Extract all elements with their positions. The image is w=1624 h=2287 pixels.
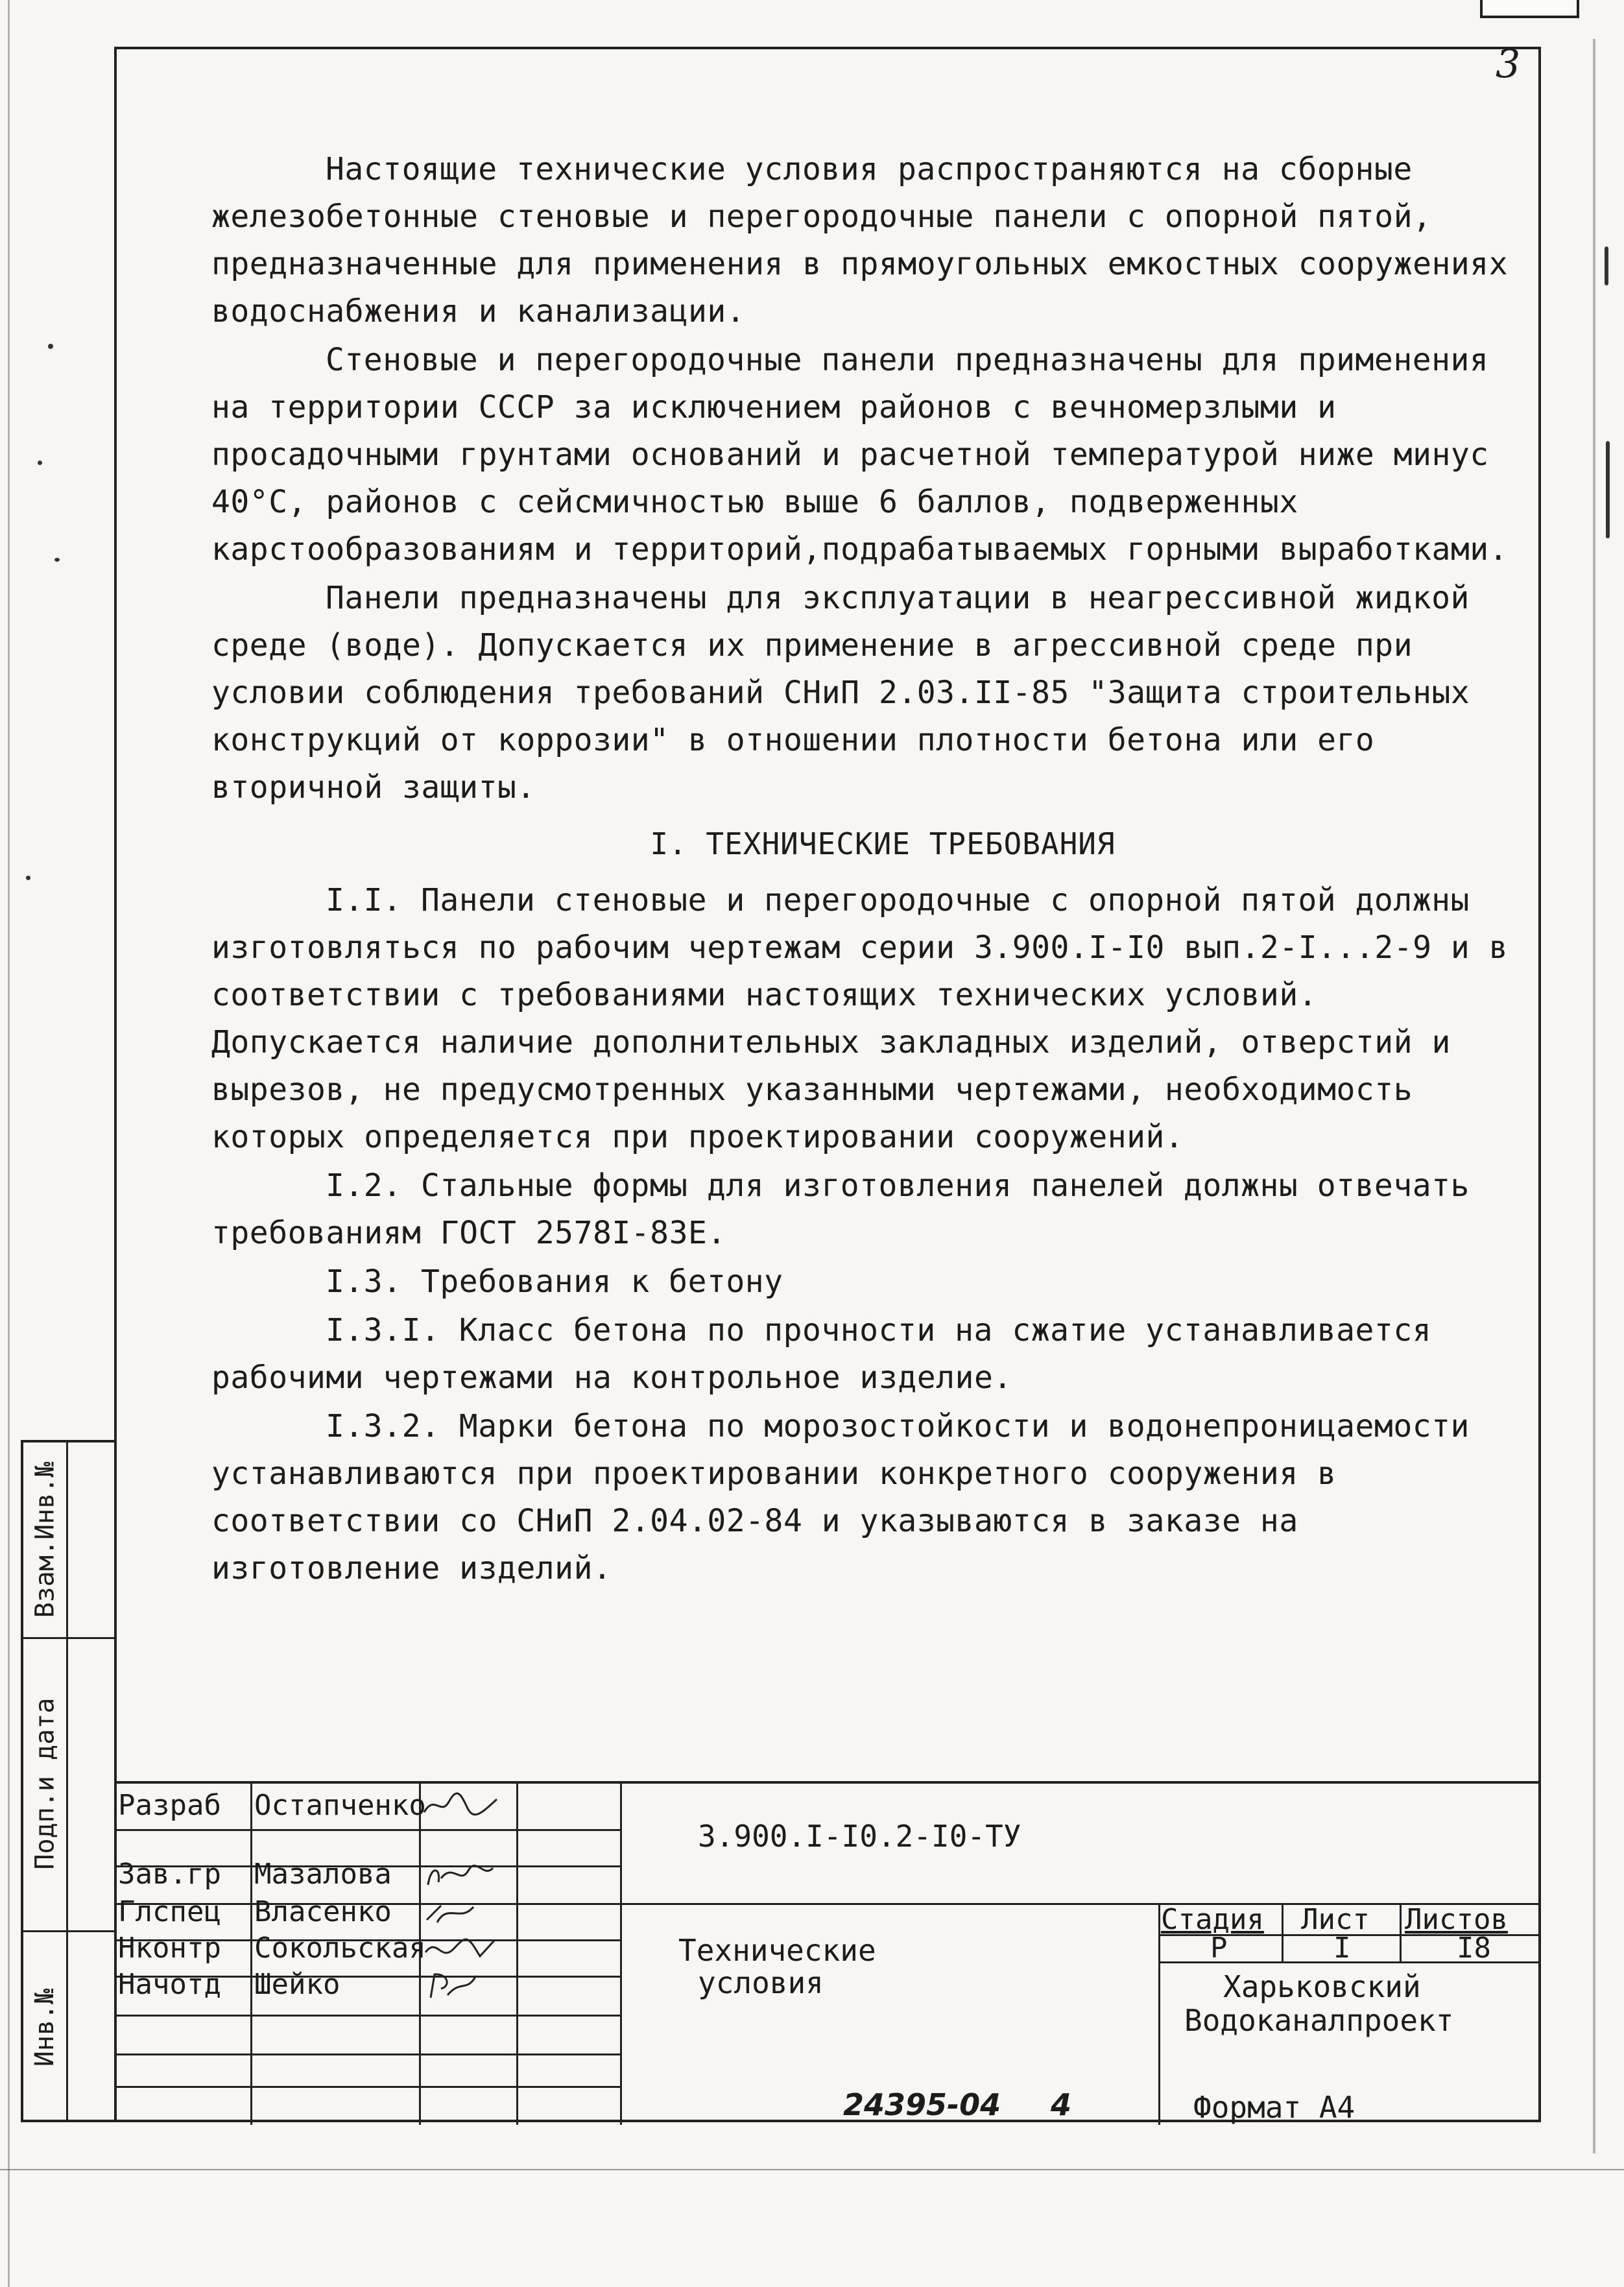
archive-page: 4	[1051, 2087, 1072, 2122]
clause-1-3: I.3. Требования к бетону	[326, 1263, 783, 1300]
role-norm-control: Нконтр	[118, 1932, 221, 1965]
role-group-head: Зав.гр	[118, 1858, 221, 1891]
clause-1-3-1: I.3.I. Класс бетона по прочности на сжатие устанавливается рабочими чертежами на контрольное изделие.	[211, 1312, 1432, 1396]
interchange-label: Взам.Инв.№	[30, 1461, 60, 1618]
side-strip	[21, 1440, 114, 2122]
stage-label: Стадия	[1161, 1903, 1264, 1936]
section-heading: I. ТЕХНИЧЕСКИЕ ТРЕБОВАНИЯ	[650, 826, 1116, 861]
archive-number: 24395-04	[843, 2087, 1001, 2122]
signature-chief-specialist	[422, 1897, 499, 1929]
title-block	[114, 1781, 1541, 2122]
document-title-line2: условия	[698, 1965, 824, 2000]
organization-line2: Водоканалпроект	[1184, 2003, 1454, 2038]
name-developer: Остапченко	[254, 1789, 426, 1822]
document-body	[211, 146, 1528, 1594]
role-developer: Разраб	[118, 1789, 221, 1822]
signature-norm-control	[422, 1933, 499, 1965]
sheet-value: I	[1333, 1932, 1351, 1965]
intro-paragraph-1: Настоящие технические условия распространяются на сборные железобетонные стеновые и перегородочные панели с опорной пятой, предназначенные для применения в прямоугольных емкостных сооружениях водоснабжения и канализации.	[211, 151, 1509, 329]
stage-value: Р	[1210, 1932, 1228, 1965]
name-dept-head: Шейко	[254, 1968, 340, 2001]
corner-sheet-tab	[1480, 0, 1579, 18]
scan-left-edge	[8, 0, 10, 2287]
page-number: 3	[1496, 42, 1521, 87]
name-norm-control: Сокольская	[254, 1932, 426, 1965]
clause-1-2: I.2. Стальные формы для изготовления панелей должны отвечать требованиям ГОСТ 2578I-83Е.	[211, 1167, 1470, 1251]
sheets-label: Листов	[1405, 1903, 1508, 1936]
inventory-field	[23, 1930, 66, 2125]
name-chief-specialist: Власенко	[254, 1895, 392, 1928]
scan-edge-line	[0, 2169, 1624, 2170]
signature-dept-head	[422, 1969, 499, 2002]
document-code: 3.900.I-I0.2-I0-ТУ	[698, 1819, 1021, 1854]
clause-1-1: I.I. Панели стеновые и перегородочные с опорной пятой должны изготовляться по рабочим чертежам серии 3.900.I-I0 вып.2-I...2-9 и в соответствии с требованиями настоящих технических условий. Допускается наличие дополнительных закладных изделий, отверстий и вырезов, не предусмотренных указанными чертежами, необходимость которых определяется при проектировании сооружений.	[211, 882, 1509, 1155]
intro-paragraph-2: Стеновые и перегородочные панели предназначены для применения на территории СССР за исключением районов с вечномерзлыми и просадочными грунтами оснований и расчетной температурой ниже минус 40°С, районов с сейсмичностью выше 6 баллов, подверженных карстообразованиям и территорий,подрабатываемых горными выработками.	[211, 342, 1509, 568]
signature-date-label: Подп.и дата	[30, 1697, 60, 1870]
signature-date-field	[23, 1637, 66, 1930]
inventory-label: Инв.№	[30, 1988, 60, 2067]
organization-line1: Харьковский	[1223, 1969, 1421, 2004]
role-chief-specialist: Глспец	[118, 1895, 221, 1928]
name-group-head: Мазалова	[254, 1858, 392, 1891]
intro-paragraph-3: Панели предназначены для эксплуатации в неагрессивной жидкой среде (воде). Допускается их применение в агрессивной среде при условии соблюдения требований СНиП 2.03.II-85 "Защита строительных конструкций от коррозии" в отношении плотности бетона или его вторичной защиты.	[211, 580, 1470, 806]
signature-developer	[422, 1788, 499, 1820]
signature-group-head	[422, 1859, 499, 1891]
clause-1-3-2: I.3.2. Марки бетона по морозостойкости и водонепроницаемости устанавливаются при проектировании конкретного сооружения в соответствии со СНиП 2.04.02-84 и указываются в заказе на изготовление изделий.	[211, 1408, 1470, 1587]
role-dept-head: Начотд	[118, 1968, 221, 2001]
sheet-label: Лист	[1301, 1903, 1370, 1936]
format-label: Формат А4	[1193, 2090, 1355, 2125]
document-title-line1: Технические	[678, 1933, 876, 1968]
interchange-inventory-field	[23, 1443, 66, 1637]
sheets-value: I8	[1457, 1932, 1491, 1965]
scan-right-edge	[1593, 39, 1595, 2153]
